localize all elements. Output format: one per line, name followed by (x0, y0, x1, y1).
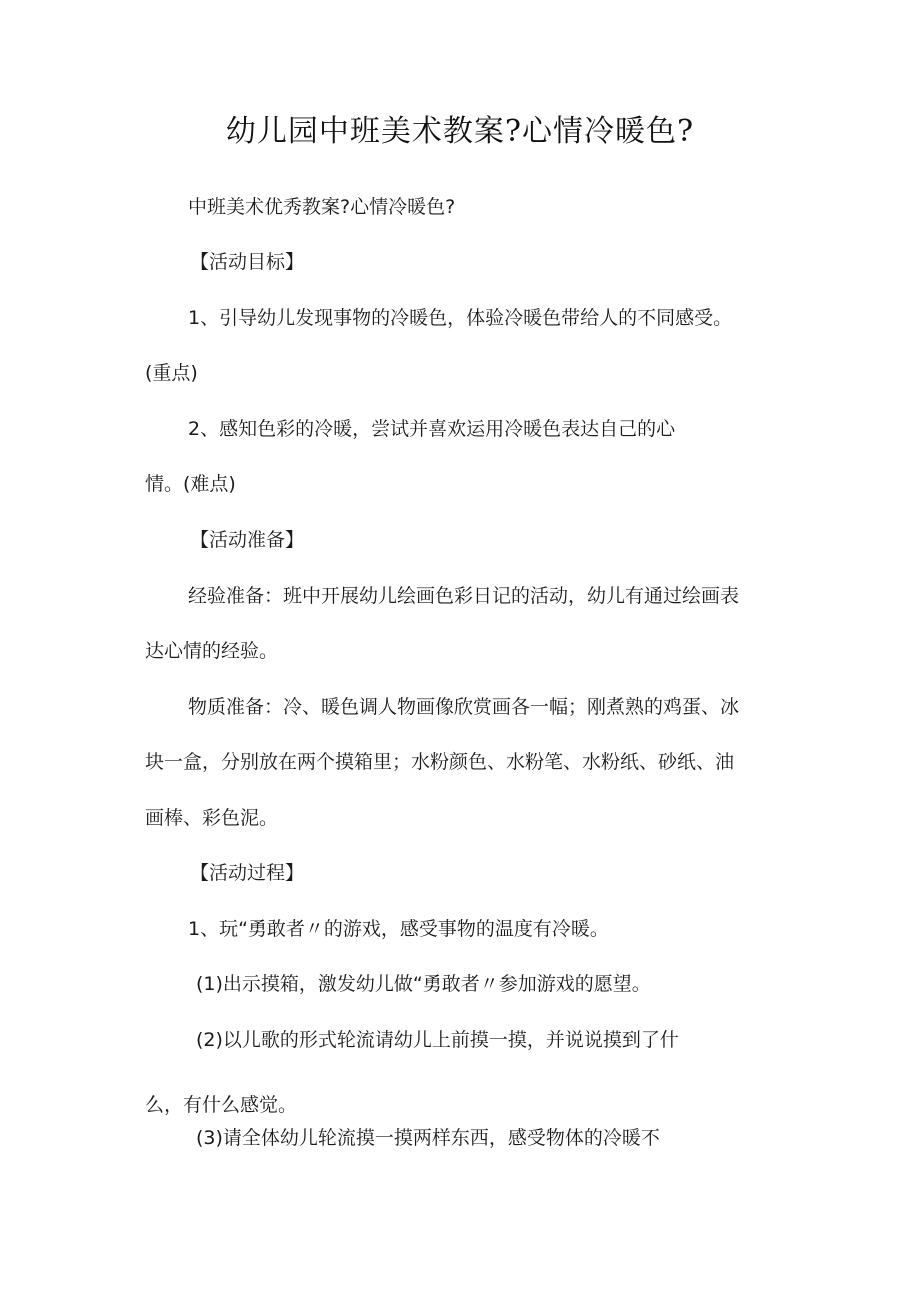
document-title: 幼儿园中班美术教案?心情冷暖色? (225, 114, 695, 149)
paragraph-line: 1、玩“勇敢者〃的游戏，感受事物的温度有冷暖。 (188, 918, 609, 940)
section-heading-goals: 【活动目标】 (190, 251, 305, 273)
paragraph-line: 经验准备：班中开展幼儿绘画色彩日记的活动，幼儿有通过绘画表 (188, 585, 740, 607)
paragraph-line: 物质准备：冷、暖色调人物画像欣赏画各一幅；刚煮熟的鸡蛋、冰 (188, 696, 740, 718)
paragraph-line: (2)以儿歌的形式轮流请幼儿上前摸一摸，并说说摸到了什 (196, 1029, 679, 1051)
paragraph-line: (3)请全体幼儿轮流摸一摸两样东西，感受物体的冷暖不 (196, 1127, 660, 1149)
paragraph-line: 块一盒，分别放在两个摸箱里；水粉颜色、水粉笔、水粉纸、砂纸、油 (145, 751, 735, 773)
section-heading-preparation: 【活动准备】 (190, 529, 305, 551)
paragraph-line: 达心情的经验。 (145, 640, 279, 662)
section-heading-process: 【活动过程】 (190, 862, 305, 884)
paragraph-line: (重点) (145, 362, 198, 384)
paragraph-line: (1)出示摸箱，激发幼儿做“勇敢者〃参加游戏的愿望。 (196, 973, 651, 995)
paragraph-line: 么，有什么感觉。 (145, 1094, 298, 1116)
paragraph-line: 情。(难点) (145, 473, 236, 495)
paragraph-line: 2、感知色彩的冷暖，尝试并喜欢运用冷暖色表达自己的心 (188, 418, 676, 440)
subtitle-line: 中班美术优秀教案?心情冷暖色? (188, 196, 456, 218)
paragraph-line: 1、引导幼儿发现事物的冷暖色，体验冷暖色带给人的不同感受。 (188, 307, 733, 329)
paragraph-line: 画棒、彩色泥。 (145, 807, 279, 829)
